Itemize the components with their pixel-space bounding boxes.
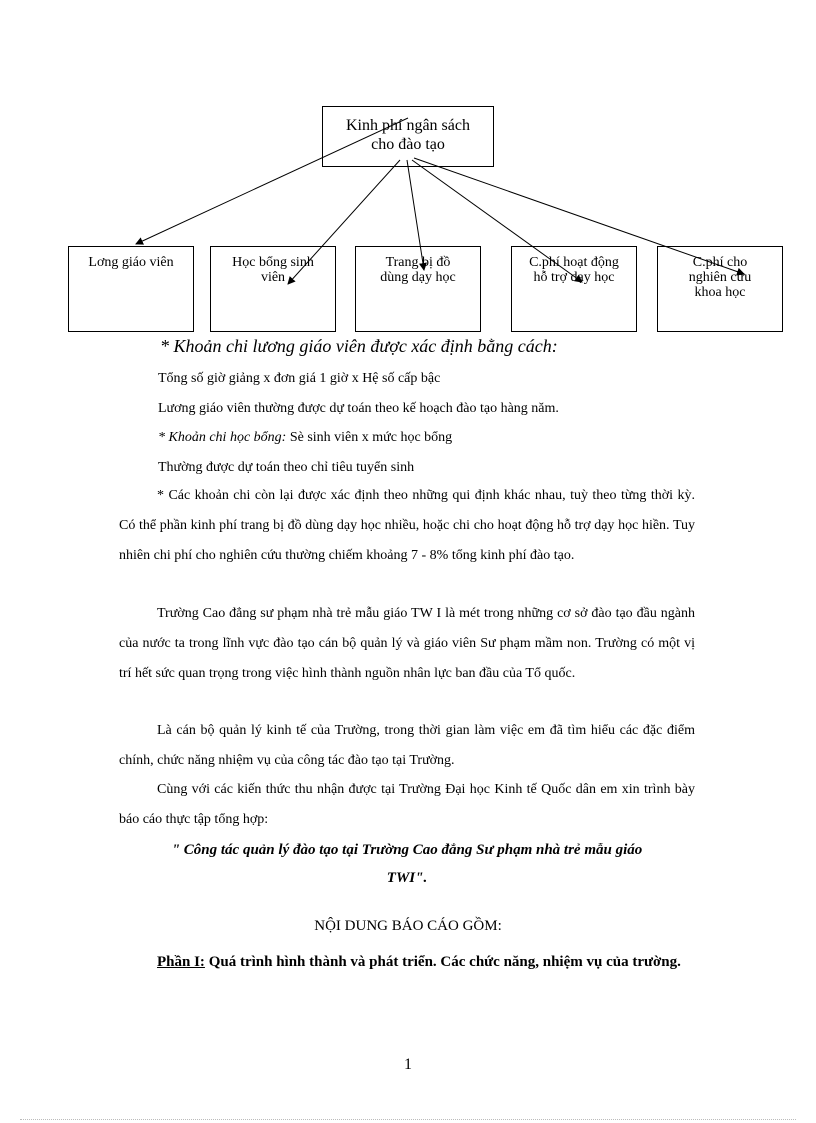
scholarship-label: * Khoản chi học bổng: [158,430,287,445]
report-title-line-1: " Công tác quản lý đào tạo tại Trường Cao đẳng Sư phạm nhà trẻ mẫu giáo [171,842,643,858]
contents-heading: NỘI DUNG BÁO CÁO GỒM: [314,918,502,934]
leaf-line: C.phí cho [692,255,748,270]
scholarship-line [158,430,816,446]
leaf-box-research [657,246,783,332]
leaf-line: Lơng giáo viên [88,255,174,270]
leaf-line: hỗ trợ dạy học [533,270,615,285]
paragraph-other-costs [119,481,695,571]
leaf-box-salary [68,246,194,332]
leaf-line: viên [260,270,286,285]
leaf-line: dùng dạy học [380,270,456,285]
scholarship-formula: Sè sinh viên x mức học bổng [286,430,453,445]
paragraph-text: Trường Cao đẳng sư phạm nhà trẻ mẫu giáo TW I là mét trong những cơ sở đào tạo đầu ngành của nước ta trong lĩnh vực đào tạo cán bộ quản lý và giáo viên Sư phạm mầm non. Trường có một vị trí hết sức quan trọng trong việc hình thành nguồn nhân lực ban đầu của Tổ quốc. [119,606,695,681]
leaf-box-support [511,246,637,332]
leaf-box-scholarship [210,246,336,332]
salary-formula: Tổng số giờ giảng x đơn giá 1 giờ x Hệ số cấp bậc [158,371,441,386]
leaf-line: C.phí hoạt động [529,255,619,270]
paragraph-role [119,716,695,776]
leaf-line: nghiên cứu [688,270,752,285]
paragraph-school-intro [119,599,695,689]
root-box-budget [322,106,494,167]
part-one-label: Phần I: [157,954,205,970]
leaf-line: Học bổng sinh [232,255,314,270]
root-line-2: cho đào tạo [371,136,445,153]
report-title-line-2: TWI". [386,870,428,886]
salary-note: Lương giáo viên thường được dự toán theo kế hoạch đào tạo hàng năm. [158,401,559,416]
salary-heading: * Khoản chi lương giáo viên được xác định bằng cách: [160,336,558,356]
report-title [119,836,695,892]
leaf-box-equipment [355,246,481,332]
budget-diagram [0,0,816,340]
leaf-line: khoa học [694,285,746,300]
paragraph-text: Cùng với các kiến thức thu nhận được tại Trường Đại học Kinh tế Quốc dân em xin trình bày báo cáo thực tập tổng hợp: [119,782,695,827]
page-bottom-rule [20,1119,796,1120]
part-one-text: Quá trình hình thành và phát triển. Các chức năng, nhiệm vụ của trường. [204,954,681,970]
paragraph-report [119,775,695,835]
root-line-1: Kinh phí ngân sách [346,117,470,134]
leaf-line: Trang bị đồ [385,255,451,270]
part-one [119,946,695,978]
paragraph-text: * Các khoản chi còn lại được xác định theo những qui định khác nhau, tuỳ theo từng thời kỳ. Có thể phần kinh phí trang bị đồ dùng dạy học nhiều, hoặc chi cho hoạt động hỗ trợ dạy học hiền. Tuy nhiên chi phí cho nghiên cứu thường chiếm khoảng 7 - 8% tổng kinh phí đào tạo. [119,488,695,563]
paragraph-text: Là cán bộ quản lý kinh tế của Trường, trong thời gian làm việc em đã tìm hiểu các đặc điểm chính, chức năng nhiệm vụ của công tác đào tạo tại Trường. [119,723,695,768]
scholarship-note: Thường được dự toán theo chỉ tiêu tuyển sinh [158,460,415,475]
page-number: 1 [404,1056,412,1073]
